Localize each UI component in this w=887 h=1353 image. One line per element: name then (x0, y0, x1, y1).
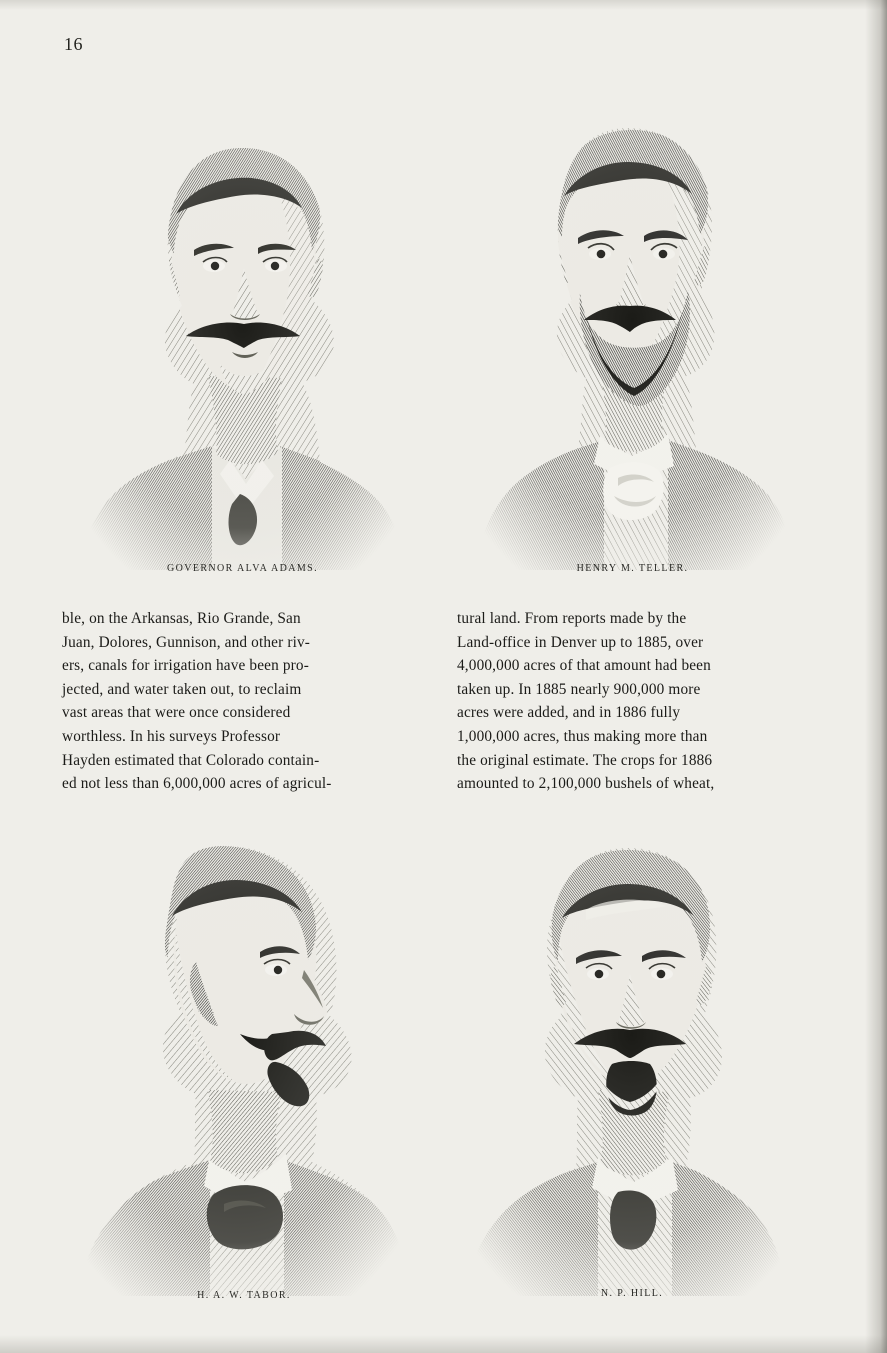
body-text (62, 607, 824, 796)
page-edge-shadow-bottom (0, 1335, 887, 1353)
page-edge-shadow-right (865, 0, 887, 1353)
text-line: jected, and water taken out, to reclaim (62, 680, 302, 698)
text-line: acres were added, and in 1886 fully (457, 704, 681, 722)
text-line: the original estimate. The crops for 1886 (457, 751, 713, 769)
text-line: Land-office in Denver up to 1885, over (457, 633, 704, 651)
portrait-engraving-h-a-w-tabor (64, 812, 424, 1312)
text-line: worthless. In his surveys Professor (62, 727, 281, 745)
plate-top-right (460, 100, 805, 578)
page-number: 16 (64, 34, 83, 54)
plate-top-left (70, 108, 415, 578)
plate-bottom-left (64, 812, 424, 1312)
text-line: taken up. In 1885 nearly 900,000 more (457, 680, 701, 698)
portrait-engraving-n-p-hill (452, 818, 812, 1310)
plate-caption: H. A. W. TABOR. (197, 1290, 291, 1301)
text-line: tural land. From reports made by the (457, 610, 687, 627)
plate-caption: N. P. HILL. (600, 1288, 664, 1299)
text-line: amounted to 2,100,000 bushels of wheat, (457, 775, 715, 793)
text-line: Juan, Dolores, Gunnison, and other riv- (62, 633, 311, 651)
text-line: 1,000,000 acres, thus making more than (457, 727, 708, 745)
text-line: ble, on the Arkansas, Rio Grande, San (62, 610, 301, 627)
text-line: Hayden estimated that Colorado contain- (62, 751, 320, 769)
text-line: ed not less than 6,000,000 acres of agricul- (62, 775, 332, 793)
plate-caption: GOVERNOR ALVA ADAMS. (166, 563, 319, 574)
plate-caption: HENRY M. TELLER. (576, 563, 689, 574)
plate-bottom-right (452, 818, 812, 1310)
text-line: ers, canals for irrigation have been pro- (62, 657, 309, 675)
page-edge-shadow-top (0, 0, 887, 10)
portrait-engraving-henry-m-teller (460, 100, 805, 578)
portrait-engraving-governor-alva-adams (70, 108, 415, 578)
left-column (62, 607, 429, 796)
right-column (457, 607, 824, 796)
text-line: 4,000,000 acres of that amount had been (457, 657, 711, 675)
text-line: vast areas that were once considered (62, 704, 291, 722)
